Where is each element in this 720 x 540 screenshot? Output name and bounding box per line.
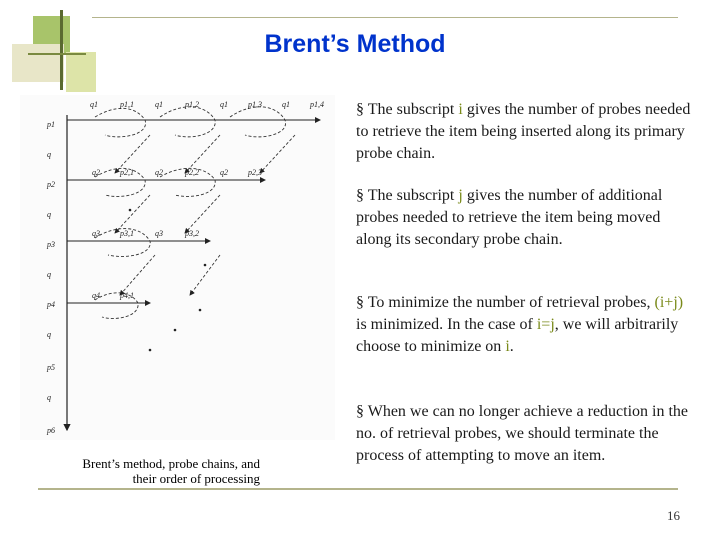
row2-label: q2 [92,168,100,177]
slide-title: Brent’s Method [264,30,446,58]
corner-hline [28,53,86,55]
row-label: p6 [47,426,55,435]
top-label: q1 [90,100,98,109]
page-number: 16 [667,508,680,523]
top-label: q1 [282,100,290,109]
bullet-4: § When we can no longer achieve a reduction in the no. of retrieval probes, we should terminate the process of attempting to move an item. [356,403,689,464]
row4-label: q4 [92,291,100,300]
top-label: p1,4 [310,100,324,109]
row-label: q [47,150,51,159]
bullet-marker: § [356,187,364,204]
row-label: p1 [47,120,55,129]
bullet-2: § The subscript j gives the number of additional probes needed to retrieve the item being moved along its secondary probe chain. [356,187,663,248]
top-label: q1 [155,100,163,109]
top-label: p1,1 [120,100,134,109]
caption-line-1: Brent’s method, probe chains, and [82,456,260,471]
row2-label: p2,3 [248,168,262,177]
top-label: p1,3 [248,100,262,109]
row3-label: p3,2 [185,229,199,238]
bullet-3: § To minimize the number of retrieval probes, (i+j) is minimized. In the case of i=j, we will arbitrarily choose to minimize on i. [356,294,684,355]
bullet-1: § The subscript i gives the number of probes needed to retrieve the item being inserted along its primary probe chain. [356,101,691,162]
top-label: p1,2 [185,100,199,109]
bullet-marker: § [356,294,364,311]
row2-label: p2,1 [120,168,134,177]
row-label: p3 [47,240,55,249]
row-label: q [47,210,51,219]
row-label: p4 [47,300,55,309]
diagram-caption [20,456,260,486]
row3-label: q3 [92,229,100,238]
row-label: p2 [47,180,55,189]
row3-label: q3 [155,229,163,238]
row-label: p5 [47,363,55,372]
row2-label: q2 [155,168,163,177]
corner-vline [60,10,63,90]
row-label: q [47,330,51,339]
corner-block-olive [66,52,96,92]
bottom-divider [38,488,678,490]
row2-label: p2,2 [185,168,199,177]
bullet-marker: § [356,403,364,420]
corner-block-light [12,44,64,82]
top-label: q1 [220,100,228,109]
row4-label: p4,1 [120,291,134,300]
row-label: q [47,393,51,402]
row-label: q [47,270,51,279]
row3-label: p3,1 [120,229,134,238]
bullet-marker: § [356,101,364,118]
caption-line-2: their order of processing [132,471,260,486]
row2-label: q2 [220,168,228,177]
probe-chain-diagram [20,95,335,440]
top-divider [92,17,678,18]
